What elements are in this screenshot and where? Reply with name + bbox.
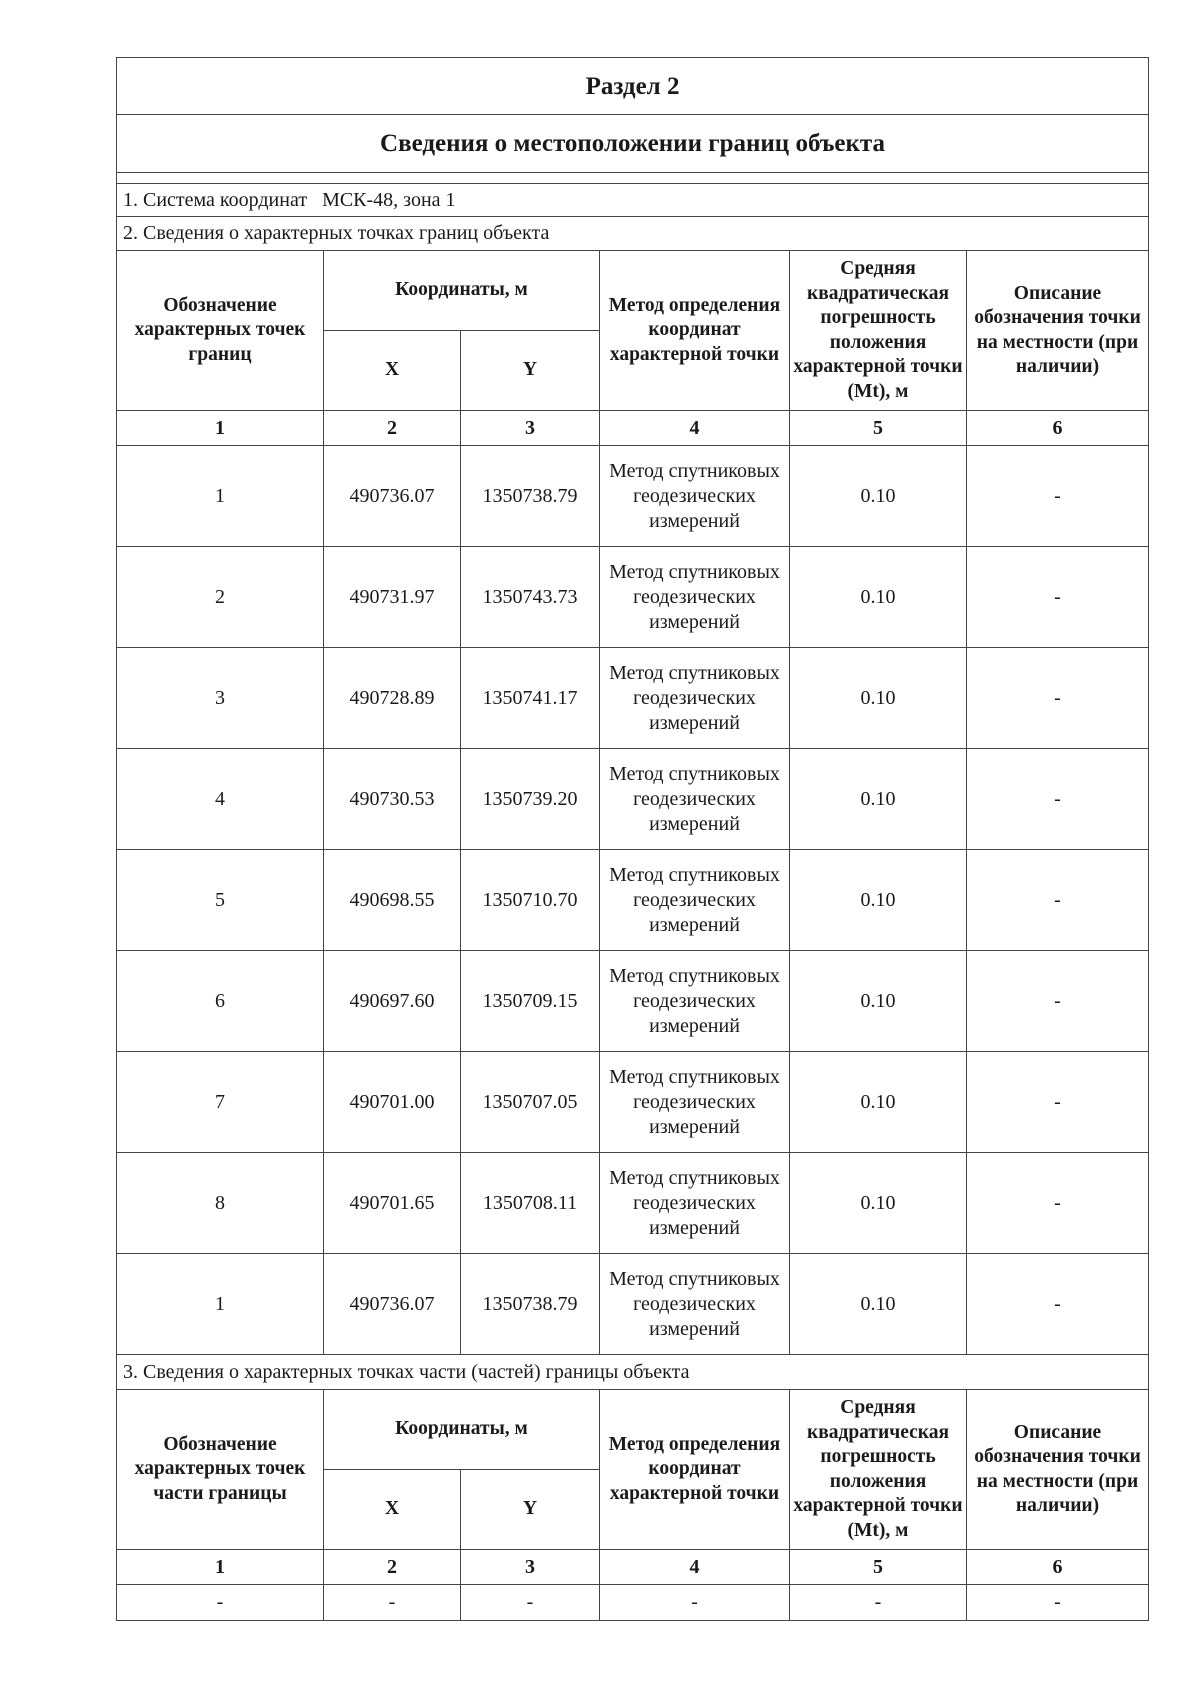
header-x: X bbox=[324, 331, 461, 411]
header-point: Обозначение характерных точек границ bbox=[117, 251, 324, 411]
header-desc: Описание обозначения точки на местности (при наличии) bbox=[967, 251, 1149, 411]
header-x: X bbox=[324, 1470, 461, 1550]
column-number: 6 bbox=[967, 411, 1149, 446]
cell-error: 0.10 bbox=[790, 547, 967, 648]
table-row bbox=[117, 1254, 1149, 1355]
cell-x: 490730.53 bbox=[324, 749, 461, 850]
header-error: Средняя квадратическая погрешность положения характерной точки (Mt), м bbox=[790, 1390, 967, 1550]
cell-method: Метод спутниковых геодезических измерений bbox=[600, 547, 790, 648]
header-y: Y bbox=[461, 1470, 600, 1550]
cell-method: Метод спутниковых геодезических измерений bbox=[600, 951, 790, 1052]
cell-point: 7 bbox=[117, 1052, 324, 1153]
cell-x: 490731.97 bbox=[324, 547, 461, 648]
header-desc: Описание обозначения точки на местности (при наличии) bbox=[967, 1390, 1149, 1550]
cell-point: 1 bbox=[117, 446, 324, 547]
cell-error: 0.10 bbox=[790, 749, 967, 850]
table2-caption: 3. Сведения о характерных точках части (частей) границы объекта bbox=[117, 1355, 1149, 1390]
table-row bbox=[117, 1153, 1149, 1254]
cell-error: 0.10 bbox=[790, 951, 967, 1052]
cell-x: 490701.65 bbox=[324, 1153, 461, 1254]
cell-x: 490698.55 bbox=[324, 850, 461, 951]
column-number: 5 bbox=[790, 411, 967, 446]
cell-desc: - bbox=[967, 1153, 1149, 1254]
table-row bbox=[117, 1052, 1149, 1153]
header-method: Метод определения координат характерной точки bbox=[600, 251, 790, 411]
cell-desc: - bbox=[967, 749, 1149, 850]
header-coords: Координаты, м bbox=[324, 1390, 600, 1470]
cell-error: - bbox=[790, 1585, 967, 1621]
cell-desc: - bbox=[967, 850, 1149, 951]
column-numbers-row bbox=[117, 1550, 1149, 1585]
cell-y: 1350741.17 bbox=[461, 648, 600, 749]
cell-method: Метод спутниковых геодезических измерений bbox=[600, 1254, 790, 1355]
cell-point: 2 bbox=[117, 547, 324, 648]
table1-caption: 2. Сведения о характерных точках границ объекта bbox=[117, 217, 1149, 251]
cell-x: 490736.07 bbox=[324, 1254, 461, 1355]
divider-row bbox=[117, 173, 1149, 184]
cell-y: 1350743.73 bbox=[461, 547, 600, 648]
cell-desc: - bbox=[967, 648, 1149, 749]
cell-y: - bbox=[461, 1585, 600, 1621]
column-number: 4 bbox=[600, 1550, 790, 1585]
coord-system-value: МСК-48, зона 1 bbox=[322, 188, 456, 211]
cell-error: 0.10 bbox=[790, 648, 967, 749]
cell-desc: - bbox=[967, 547, 1149, 648]
column-number: 4 bbox=[600, 411, 790, 446]
column-number: 6 bbox=[967, 1550, 1149, 1585]
cell-method: Метод спутниковых геодезических измерений bbox=[600, 850, 790, 951]
header-error: Средняя квадратическая погрешность положения характерной точки (Mt), м bbox=[790, 251, 967, 411]
cell-method: Метод спутниковых геодезических измерений bbox=[600, 749, 790, 850]
cell-method: Метод спутниковых геодезических измерений bbox=[600, 446, 790, 547]
cell-point: 8 bbox=[117, 1153, 324, 1254]
cell-point: 3 bbox=[117, 648, 324, 749]
cell-point: - bbox=[117, 1585, 324, 1621]
coord-system-row bbox=[117, 184, 1149, 217]
cell-desc: - bbox=[967, 1585, 1149, 1621]
cell-method: - bbox=[600, 1585, 790, 1621]
section-heading: Раздел 2 bbox=[117, 58, 1149, 115]
column-number: 3 bbox=[461, 411, 600, 446]
cell-method: Метод спутниковых геодезических измерений bbox=[600, 648, 790, 749]
cell-y: 1350710.70 bbox=[461, 850, 600, 951]
header-method: Метод определения координат характерной точки bbox=[600, 1390, 790, 1550]
cell-point: 1 bbox=[117, 1254, 324, 1355]
cell-error: 0.10 bbox=[790, 1254, 967, 1355]
column-number: 2 bbox=[324, 411, 461, 446]
table-row bbox=[117, 749, 1149, 850]
document-sheet bbox=[116, 57, 1148, 1621]
cell-y: 1350738.79 bbox=[461, 446, 600, 547]
table-row bbox=[117, 547, 1149, 648]
column-number: 2 bbox=[324, 1550, 461, 1585]
column-number: 5 bbox=[790, 1550, 967, 1585]
cell-point: 6 bbox=[117, 951, 324, 1052]
cell-desc: - bbox=[967, 446, 1149, 547]
cell-x: - bbox=[324, 1585, 461, 1621]
cell-y: 1350738.79 bbox=[461, 1254, 600, 1355]
column-numbers-row bbox=[117, 411, 1149, 446]
cell-error: 0.10 bbox=[790, 1153, 967, 1254]
cell-y: 1350739.20 bbox=[461, 749, 600, 850]
header-coords: Координаты, м bbox=[324, 251, 600, 331]
cell-error: 0.10 bbox=[790, 850, 967, 951]
cell-point: 4 bbox=[117, 749, 324, 850]
cell-x: 490701.00 bbox=[324, 1052, 461, 1153]
cell-desc: - bbox=[967, 1254, 1149, 1355]
cell-point: 5 bbox=[117, 850, 324, 951]
table-row bbox=[117, 951, 1149, 1052]
header-point: Обозначение характерных точек части границы bbox=[117, 1390, 324, 1550]
cell-method: Метод спутниковых геодезических измерений bbox=[600, 1052, 790, 1153]
cell-desc: - bbox=[967, 1052, 1149, 1153]
column-number: 1 bbox=[117, 1550, 324, 1585]
cell-x: 490728.89 bbox=[324, 648, 461, 749]
cell-desc: - bbox=[967, 951, 1149, 1052]
cell-error: 0.10 bbox=[790, 1052, 967, 1153]
cell-method: Метод спутниковых геодезических измерений bbox=[600, 1153, 790, 1254]
column-number: 1 bbox=[117, 411, 324, 446]
table-row bbox=[117, 850, 1149, 951]
header-y: Y bbox=[461, 331, 600, 411]
table-row bbox=[117, 446, 1149, 547]
boundary-table bbox=[116, 57, 1149, 1621]
column-number: 3 bbox=[461, 1550, 600, 1585]
cell-y: 1350707.05 bbox=[461, 1052, 600, 1153]
cell-y: 1350709.15 bbox=[461, 951, 600, 1052]
coord-system-label: 1. Система координат bbox=[123, 188, 308, 211]
table-row bbox=[117, 648, 1149, 749]
cell-x: 490697.60 bbox=[324, 951, 461, 1052]
table-row bbox=[117, 1585, 1149, 1621]
cell-error: 0.10 bbox=[790, 446, 967, 547]
cell-x: 490736.07 bbox=[324, 446, 461, 547]
section-title: Сведения о местоположении границ объекта bbox=[117, 115, 1149, 173]
cell-y: 1350708.11 bbox=[461, 1153, 600, 1254]
